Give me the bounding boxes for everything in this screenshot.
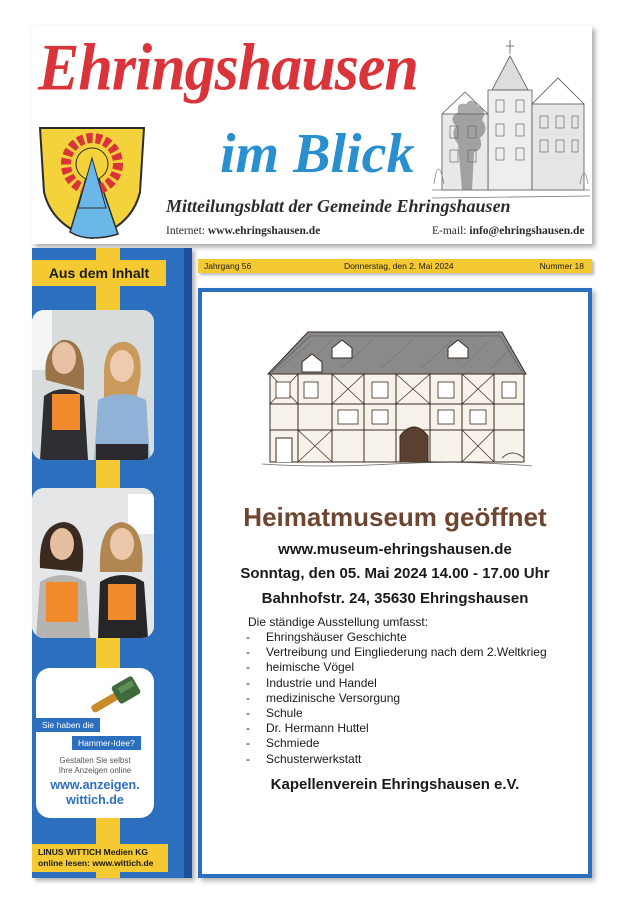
website-link[interactable]: www.ehringshausen.de	[207, 225, 321, 237]
sidebar-edge	[184, 248, 192, 878]
list-dash: -	[246, 660, 250, 675]
list-item	[246, 645, 547, 660]
email-link[interactable]: info@ehringshausen.de	[469, 225, 585, 237]
exhibit-item-text: Schmiede	[266, 736, 320, 751]
exhibit-list	[246, 630, 547, 767]
ad-card[interactable]	[36, 668, 154, 818]
announcement-headline: Heimatmuseum geöffnet	[243, 502, 547, 532]
announcement-box	[198, 288, 592, 878]
list-dash: -	[246, 675, 250, 690]
publisher-name: LINUS WITTICH Medien KG	[38, 847, 149, 857]
masthead-subtitle: im Blick	[220, 123, 415, 185]
ad-question-2: Hammer-Idee?	[72, 736, 141, 750]
ad-link-line-2: wittich.de	[66, 793, 124, 807]
list-item	[246, 706, 547, 721]
exhibit-item-text: Schusterwerkstatt	[266, 751, 362, 766]
list-dash: -	[246, 751, 250, 766]
issue-volume: Jahrgang 56	[204, 261, 252, 271]
list-dash: -	[246, 630, 250, 644]
ad-question-1: Sie haben die	[36, 718, 100, 732]
masthead-tagline: Mitteilungsblatt der Gemeinde Ehringshausen	[166, 196, 511, 216]
exhibit-item-text: medizinische Versorgung	[266, 690, 401, 705]
publisher-online-link[interactable]: online lesen: www.wittich.de	[38, 858, 154, 868]
list-item	[246, 630, 547, 645]
masthead-title: Ehringshausen	[38, 31, 418, 105]
list-item	[246, 676, 547, 691]
list-dash: -	[246, 721, 250, 736]
list-item	[246, 660, 547, 675]
exhibit-item-text: Ehringshäuser Geschichte	[266, 630, 407, 644]
exhibit-item-text: heimische Vögel	[266, 660, 355, 675]
opening-date-time: Sonntag, den 05. Mai 2024 14.00 - 17.00 Uhr	[240, 565, 550, 582]
issue-date: Donnerstag, den 2. Mai 2024	[344, 261, 454, 271]
sidebar	[32, 248, 192, 878]
contents-heading: Aus dem Inhalt	[32, 260, 166, 286]
list-item	[246, 691, 547, 706]
photo-two-women-1	[32, 310, 154, 460]
photo-two-women-2	[32, 488, 154, 638]
masthead	[32, 26, 592, 244]
list-item	[246, 721, 547, 736]
ad-text-line-1: Gestalten Sie selbst	[59, 756, 131, 765]
website-label: Internet:	[166, 225, 205, 237]
list-item	[246, 752, 547, 767]
contents-photo-2[interactable]	[32, 488, 154, 638]
ad-link[interactable]	[36, 778, 154, 808]
contents-photo-1[interactable]	[32, 310, 154, 460]
exhibit-item-text: Vertreibung und Eingliederung nach dem 2.Weltkrieg	[266, 645, 547, 660]
ad-text	[36, 756, 154, 776]
museum-website-link[interactable]: www.museum-ehringshausen.de	[278, 541, 512, 558]
town-hall-sketch	[432, 34, 590, 206]
hammer-icon	[86, 676, 146, 722]
issue-number: Nummer 18	[539, 261, 584, 271]
list-dash: -	[246, 736, 250, 751]
exhibit-item-text: Schule	[266, 706, 303, 721]
ad-link-line-1: www.anzeigen.	[50, 778, 140, 792]
announcement-signature: Kapellenverein Ehringshausen e.V.	[270, 776, 520, 793]
list-dash: -	[246, 690, 250, 705]
email-label: E-mail:	[432, 225, 467, 237]
museum-building-sketch	[262, 318, 532, 478]
exhibit-intro: Die ständige Ausstellung umfasst:	[248, 615, 429, 629]
museum-address: Bahnhofstr. 24, 35630 Ehringshausen	[261, 590, 529, 607]
ad-text-line-2: Ihre Anzeigen online	[58, 766, 132, 775]
website-line	[166, 225, 320, 237]
email-line	[432, 225, 585, 237]
exhibit-item-text: Dr. Hermann Huttel	[266, 721, 369, 736]
exhibit-item-text: Industrie und Handel	[266, 675, 377, 690]
coat-of-arms-icon	[36, 122, 148, 240]
list-dash: -	[246, 645, 250, 660]
list-dash: -	[246, 706, 250, 721]
issue-bar	[198, 259, 592, 273]
publisher-box	[32, 844, 168, 872]
list-item	[246, 736, 547, 751]
